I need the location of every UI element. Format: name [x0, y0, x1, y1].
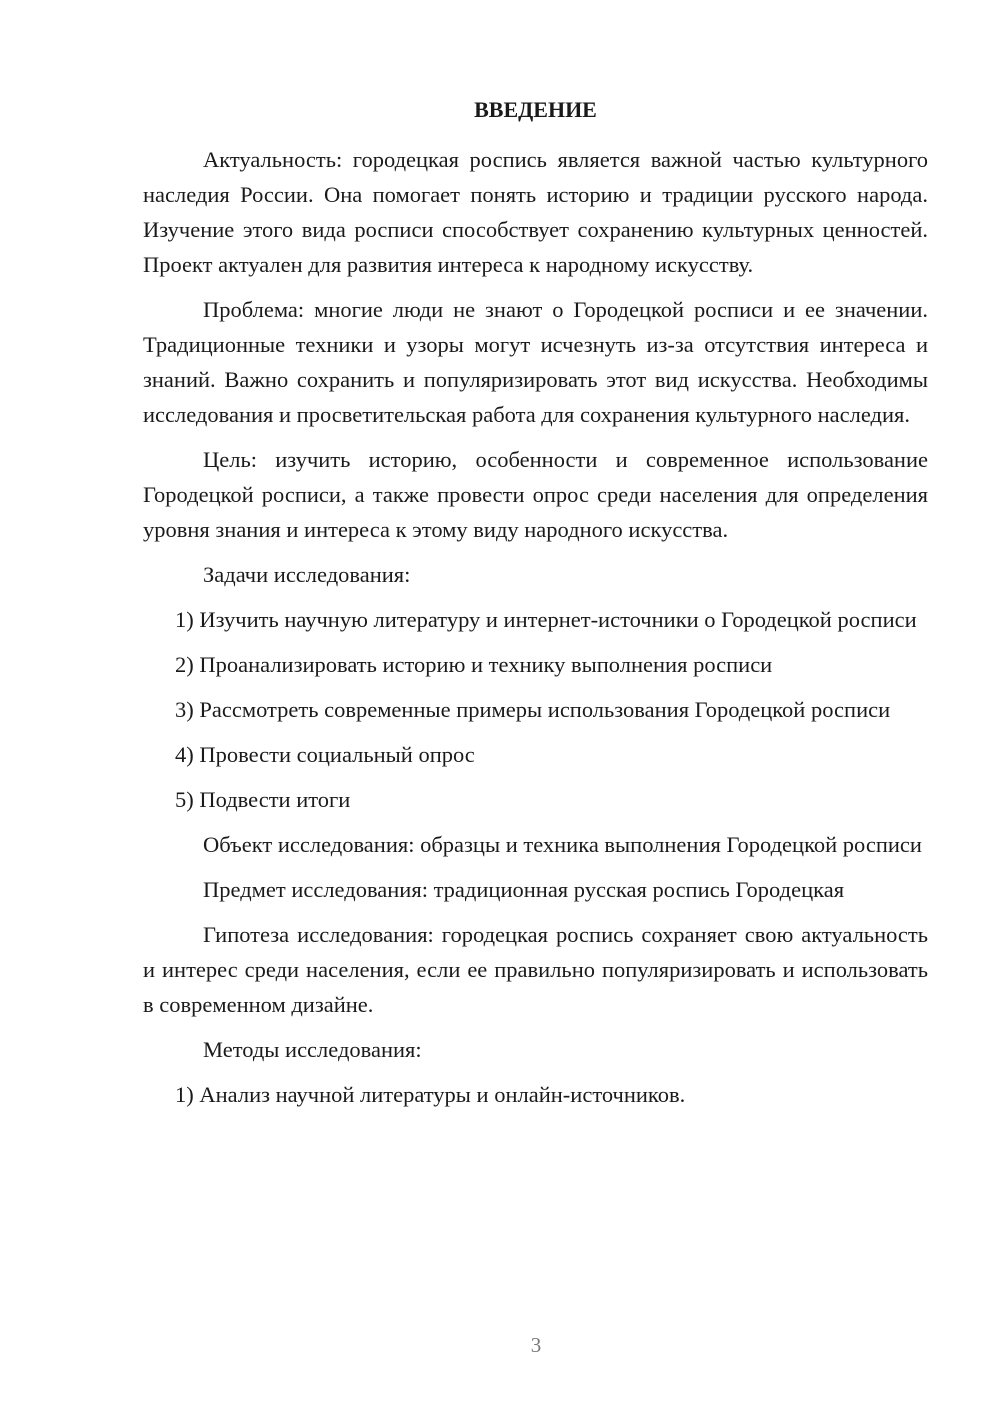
object-paragraph: Объект исследования: образцы и техника выполнения Городецкой росписи: [203, 832, 922, 857]
section-title: ВВЕДЕНИЕ: [474, 97, 597, 122]
method-item: 1) Анализ научной литературы и онлайн-источников.: [175, 1082, 686, 1107]
task-item: 3) Рассмотреть современные примеры использования Городецкой росписи: [175, 697, 891, 722]
subject-paragraph: Предмет исследования: традиционная русская роспись Городецкая: [203, 877, 845, 902]
document-page: [143, 92, 928, 1112]
relevance-paragraph: Актуальность: городецкая роспись является важной частью культурного наследия России. Она помогает понять историю и традиции русского народа. Изучение этого вида росписи способствует сохранению культурных ценностей. Проект актуален для развития интереса к народному искусству.: [143, 147, 928, 277]
task-item: 2) Проанализировать историю и технику выполнения росписи: [175, 652, 773, 677]
problem-paragraph: Проблема: многие люди не знают о Городецкой росписи и ее значении. Традиционные техники и узоры могут исчезнуть из-за отсутствия интереса и знаний. Важно сохранить и популяризировать этот вид искусства. Необходимы исследования и просветительская работа для сохранения культурного наследия.: [143, 297, 928, 427]
task-item: 5) Подвести итоги: [175, 787, 351, 812]
methods-heading: Методы исследования:: [203, 1037, 422, 1062]
hypothesis-paragraph: Гипотеза исследования: городецкая роспись сохраняет свою актуальность и интерес среди населения, если ее правильно популяризировать и использовать в современном дизайне.: [143, 922, 928, 1017]
tasks-heading: Задачи исследования:: [203, 562, 411, 587]
goal-paragraph: Цель: изучить историю, особенности и современное использование Городецкой росписи, а также провести опрос среди населения для определения уровня знания и интереса к этому виду народного искусства.: [143, 447, 928, 542]
task-item: 4) Провести социальный опрос: [175, 742, 475, 767]
page-number: 3: [530, 1333, 542, 1357]
task-item: 1) Изучить научную литературу и интернет-источники о Городецкой росписи: [175, 607, 917, 632]
